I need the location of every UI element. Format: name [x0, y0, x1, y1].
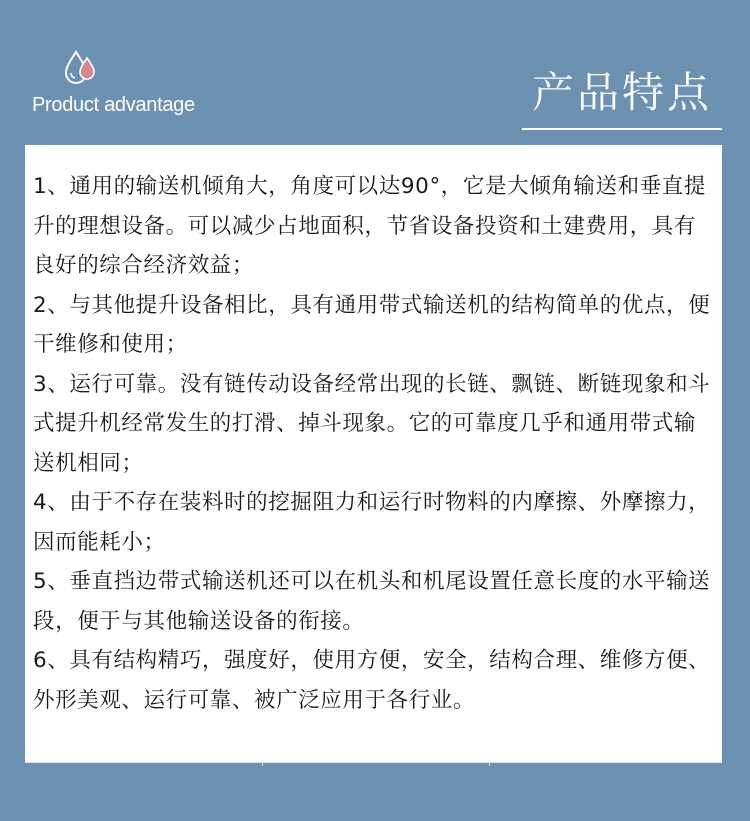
card-bottom-divider [25, 762, 722, 763]
feature-item-2: 2、与其他提升设备相比，具有通用带式输送机的结构简单的优点，便干维修和使用； [33, 292, 711, 357]
feature-item-3: 3、运行可靠。没有链传动设备经常出现的长链、飘链、断链现象和斗式提升机经常发生的打滑、掉斗现象。它的可靠度几乎和通用带式输送机相同； [33, 371, 711, 476]
product-advantage-label: Product advantage [32, 94, 195, 116]
feature-item-4: 4、由于不存在装料时的挖掘阻力和运行时物料的内摩擦、外摩擦力，因而能耗小； [33, 490, 711, 555]
card-divider-tick [489, 762, 490, 766]
page-title: 产品特点 [531, 68, 712, 117]
title-underline [522, 128, 722, 130]
feature-item-6: 6、具有结构精巧，强度好，使用方便，安全，结构合理、维修方便、外形美观、运行可靠、被广泛应用于各行业。 [33, 648, 711, 713]
feature-item-1: 1、通用的输送机倾角大，角度可以达90°，它是大倾角输送和垂直提升的理想设备。可以减少占地面积，节省设备投资和土建费用，具有良好的综合经济效益； [33, 174, 706, 278]
water-drops-icon [62, 48, 100, 86]
card-divider-tick [262, 762, 263, 766]
feature-item-5: 5、垂直挡边带式输送机还可以在机头和机尾设置任意长度的水平输送段，便于与其他输送设备的衔接。 [33, 569, 711, 634]
feature-list-card [25, 145, 722, 762]
header [0, 0, 750, 145]
